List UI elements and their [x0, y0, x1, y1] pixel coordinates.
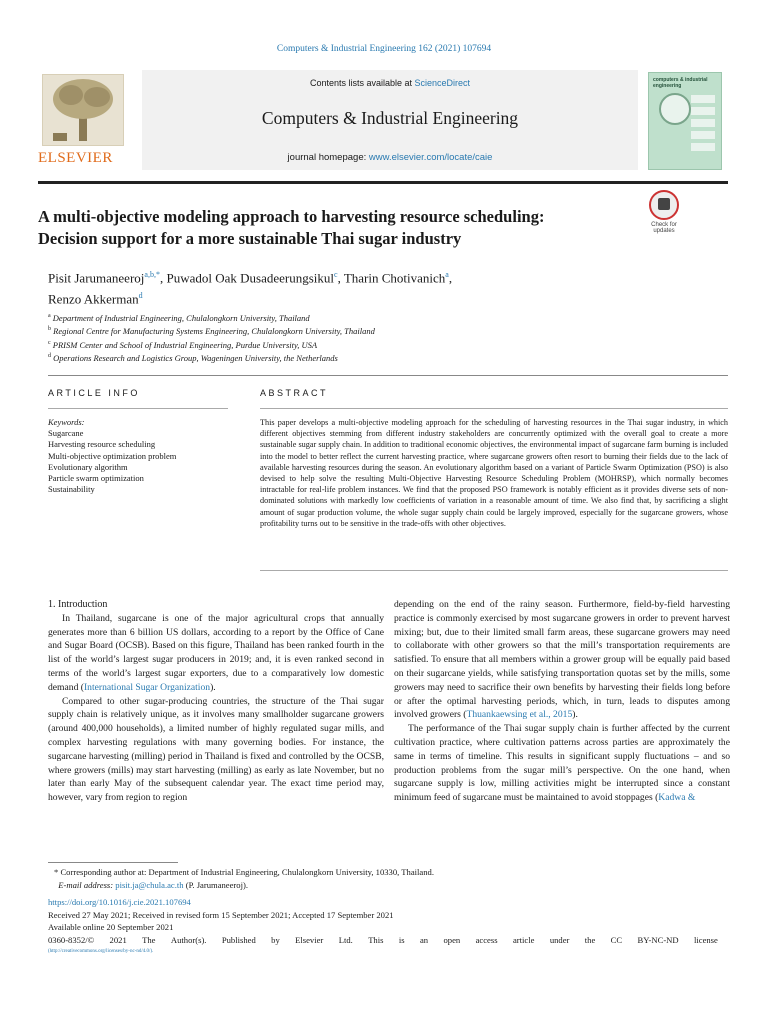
- author-name: Puwadol Oak Dusadeerungsikul: [166, 270, 334, 286]
- affiliation: [48, 324, 688, 337]
- license-word: the: [584, 934, 596, 945]
- license-word: The: [142, 934, 156, 945]
- text: Corresponding author at: Department of Industrial Engineering, Chulalongkorn University, 10330, Thailand.: [60, 867, 434, 877]
- text: ).: [572, 709, 578, 721]
- paragraph: [394, 722, 730, 805]
- author-sup[interactable]: a: [445, 270, 449, 279]
- aff-sup: a: [48, 313, 51, 319]
- cover-block: [691, 143, 715, 151]
- text: depending on the end of the rainy season. Furthermore, field-by-field harvesting practice is commonly exercised by most sugarcane growers in order to prevent harvest mixing; but, due to their limited small farm areas, these sugarcane growers may need to collaborate with other growers so that the mill’s transportation requirements are satisfied. To ensure that all members within a grower group will be equally paid based on their sugarcane yields, while satisfying transportation quotas set by the mills, some growers may need to sacrifice their own benefits by harvesting their fields long before or after the optimal harvesting periods, which, in turn, leads to disputes among involved growers (: [394, 599, 730, 721]
- keywords-label: Keywords:: [48, 417, 85, 427]
- license-word: an: [419, 934, 429, 945]
- cover-title: computers & industrial engineering: [653, 77, 708, 89]
- license-line: [48, 934, 718, 947]
- aff-text: PRISM Center and School of Industrial Engineering, Purdue University, USA: [52, 339, 318, 350]
- journal-header: [38, 70, 728, 170]
- aff-text: Department of Industrial Engineering, Chulalongkorn University, Thailand: [52, 312, 310, 323]
- section-title: 1. Introduction: [48, 599, 108, 610]
- email-link[interactable]: pisit.ja@chula.ac.th: [115, 879, 184, 890]
- author-sup[interactable]: d: [138, 291, 143, 301]
- license-word: This: [368, 934, 384, 945]
- aff-sup: b: [48, 326, 51, 333]
- citation-link[interactable]: Thuankaewsing et al., 2015: [466, 709, 573, 721]
- email-line: [54, 879, 714, 892]
- affiliation: [48, 351, 688, 364]
- affiliations: [48, 311, 688, 365]
- text: (P. Jarumaneeroj).: [183, 879, 248, 890]
- license-word: open: [443, 934, 461, 945]
- check-for-updates-badge[interactable]: [644, 190, 684, 236]
- corresponding-author: * Corresponding author at: Department of Industrial Engineering, Chulalongkorn University, 10330, Thailand.: [54, 867, 434, 877]
- journal-citation[interactable]: Computers & Industrial Engineering 162 (2021) 107694: [276, 44, 492, 54]
- paragraph: Compared to other sugar-producing countries, the structure of the Thai sugar supply chain is relatively unique, as it involves many smallholder sugarcane growers (around 400,000 households), a limited number of highly regulated sugar mills, and complex harvesting regulations with many governing bodies. For instance, the sugarcane harvesting (milling) period in Thailand is fixed and controlled by the OCSB, where growers (mills) may start harvesting (milling) as early as late November, but no later than early May of the subsequent calendar year. The exact time period may, however, vary from region to region: [48, 695, 384, 804]
- license-word: CC: [610, 934, 623, 945]
- body-left-column: [48, 598, 384, 805]
- article-info: [48, 388, 228, 495]
- keyword: Particle swarm optimization: [48, 473, 144, 484]
- author-name: Tharin Chotivanich: [343, 270, 446, 286]
- affiliation: [48, 338, 688, 351]
- license-word: Published: [221, 934, 256, 945]
- license-word: 2021: [109, 934, 127, 945]
- keyword: Sustainability: [48, 484, 95, 495]
- aff-sup: c: [48, 339, 51, 346]
- aff-text: Regional Centre for Manufacturing Systems Engineering, Chulalongkorn University, Thailand: [53, 326, 375, 337]
- affiliation: [48, 311, 688, 324]
- cover-block: [691, 95, 715, 103]
- license-word: is: [398, 934, 405, 945]
- keyword: Evolutionary algorithm: [48, 461, 128, 472]
- abstract-heading: ABSTRACT: [260, 388, 329, 398]
- keyword: Sugarcane: [48, 428, 84, 439]
- homepage-link[interactable]: www.elsevier.com/locate/caie: [368, 152, 493, 163]
- aff-text: Operations Research and Logistics Group, Wageningen University, the Netherlands: [53, 353, 338, 364]
- section-divider: [48, 375, 728, 376]
- license-word: license: [693, 934, 718, 945]
- email-label: E-mail address:: [58, 879, 116, 890]
- abstract-bottom-rule: [260, 570, 728, 571]
- received-dates: Received 27 May 2021; Received in revised form 15 September 2021; Accepted 17 September 2021: [48, 909, 394, 920]
- keywords: [48, 417, 228, 495]
- paper-title-line-2: Decision support for a more sustainable Thai sugar industry: [38, 229, 462, 248]
- author-name: Renzo Akkerman: [48, 291, 139, 307]
- cover-block: [691, 131, 715, 139]
- license-word: Ltd.: [338, 934, 353, 945]
- footnote: [54, 866, 714, 891]
- publication-info: [48, 896, 718, 959]
- elsevier-logo: [38, 74, 128, 166]
- license-word: by: [271, 934, 280, 945]
- header-rule: [38, 181, 728, 184]
- doi-link[interactable]: https://doi.org/10.1016/j.cie.2021.107694: [48, 897, 191, 907]
- publisher-name: ELSEVIER: [38, 150, 113, 166]
- cover-block: [691, 119, 715, 127]
- badge-label: Check for updates: [651, 222, 677, 234]
- cover-emblem-icon: [659, 93, 691, 125]
- divider: [48, 408, 228, 409]
- paper-title: [38, 206, 598, 250]
- citation-link[interactable]: International Sugar Organization: [83, 681, 211, 693]
- paragraph: [394, 598, 730, 722]
- contents-prefix: Contents lists available at: [309, 78, 415, 88]
- author-sup[interactable]: a,b,*: [144, 270, 160, 279]
- text: In Thailand, sugarcane is one of the major agricultural crops that annually generates more than 6 billion US dollars, according to a report by the Office of Cane and Sugar Board (OCSB). Based on this figure, Thailand has been ranked fourth in the list of the world’s largest sugar producers in 2019; and, it is even ranked second in terms of the world’s largest sugar exporters, due to a comparatively low domestic demand (: [48, 612, 384, 693]
- contents-line: [142, 78, 638, 88]
- keyword: Multi-objective optimization problem: [48, 450, 177, 461]
- license-word: access: [475, 934, 498, 945]
- author-name: Pisit Jarumaneeroj: [48, 270, 145, 286]
- license-word: BY-NC-ND: [637, 934, 679, 945]
- journal-cover-thumbnail: [648, 72, 722, 170]
- article-info-heading: ARTICLE INFO: [48, 388, 140, 398]
- divider: [260, 408, 728, 409]
- sciencedirect-link[interactable]: ScienceDirect: [414, 78, 471, 88]
- keyword: Harvesting resource scheduling: [48, 439, 156, 450]
- aff-sup: d: [48, 353, 51, 360]
- abstract-text: This paper develops a multi-objective modeling approach for the scheduling of harvesting resources in the Thai sugar industry, in which different objectives stemming from different industry stakeholders are concurrently optimized with the overall goal to create a more sustainable sugar supply chain. In addition to traditional economic objectives, the environmental impact of sugarcane farm burning is included into the model to better reflect the current harvesting practice, where sugarcane growers often resort to burning their fields due to the lack of available harvesting resources during the season. An evolutionary algorithm based on a variant of Particle Swarm Optimization (PSO) is also devised to help solve the resulting Multi-Objective Harvesting Resource Scheduling Problem (MOHRSP), which normally becomes intractable for real-life problem instances. We find that the proposed PSO framework is notably efficient as it provides diverse sets of non-dominated solutions with markedly low coefficients of variation in a reasonable amount of time. We also find that, by sacrificing a slight amount of sugar production volume, the whole sugar supply chain could be largely improved, especially for the sugarcane growers, whose profitability turns out to be sensitive in the trade-offs with other objectives.: [260, 418, 728, 528]
- available-online: Available online 20 September 2021: [48, 922, 174, 933]
- paper-title-line-1: A multi-objective modeling approach to harvesting resource scheduling:: [38, 207, 545, 226]
- footnote-rule: [48, 862, 178, 863]
- license-url[interactable]: (http://creativecommons.org/licenses/by-nc-nd/4.0/).: [48, 949, 154, 955]
- tree-logo-icon: [42, 74, 124, 146]
- license-word: article: [512, 934, 535, 945]
- paragraph: [48, 612, 384, 695]
- author-list: Pisit Jarumaneeroj$^{a,b,*}$, Puwadol Oak Dusadeerungsikul$^c$, Tharin Chotivanich$^a$, Renzo Akkerman$^d$: [48, 270, 453, 307]
- cover-block: [691, 107, 715, 115]
- license-word: 0360-8352/©: [48, 934, 95, 945]
- license-word: under: [549, 934, 570, 945]
- check-updates-icon: [649, 190, 679, 220]
- journal-homepage: [142, 152, 638, 163]
- license-word: Elsevier: [295, 934, 324, 945]
- text: ).: [210, 681, 216, 693]
- citation-link[interactable]: Kadwa &: [658, 792, 696, 804]
- homepage-prefix: journal homepage:: [287, 152, 369, 163]
- author-sup[interactable]: c: [334, 270, 338, 279]
- text: The performance of the Thai sugar supply chain is further affected by the current cultivation practice, where cultivation patterns across parties are approximately the same in terms of timeline. This results in significant supply fluctuations – and so production problems from the sugar mill’s perspective. On the one hand, when sugarcane supply is low, milling activities might be interrupted since a constant minimum feed of sugarcane must be maintained to avoid stoppages (: [394, 723, 730, 804]
- abstract: [260, 388, 728, 529]
- journal-masthead: [142, 70, 638, 170]
- body-right-column: [394, 598, 730, 805]
- journal-title: Computers & Industrial Engineering: [261, 108, 519, 128]
- license-word: Author(s).: [170, 934, 207, 945]
